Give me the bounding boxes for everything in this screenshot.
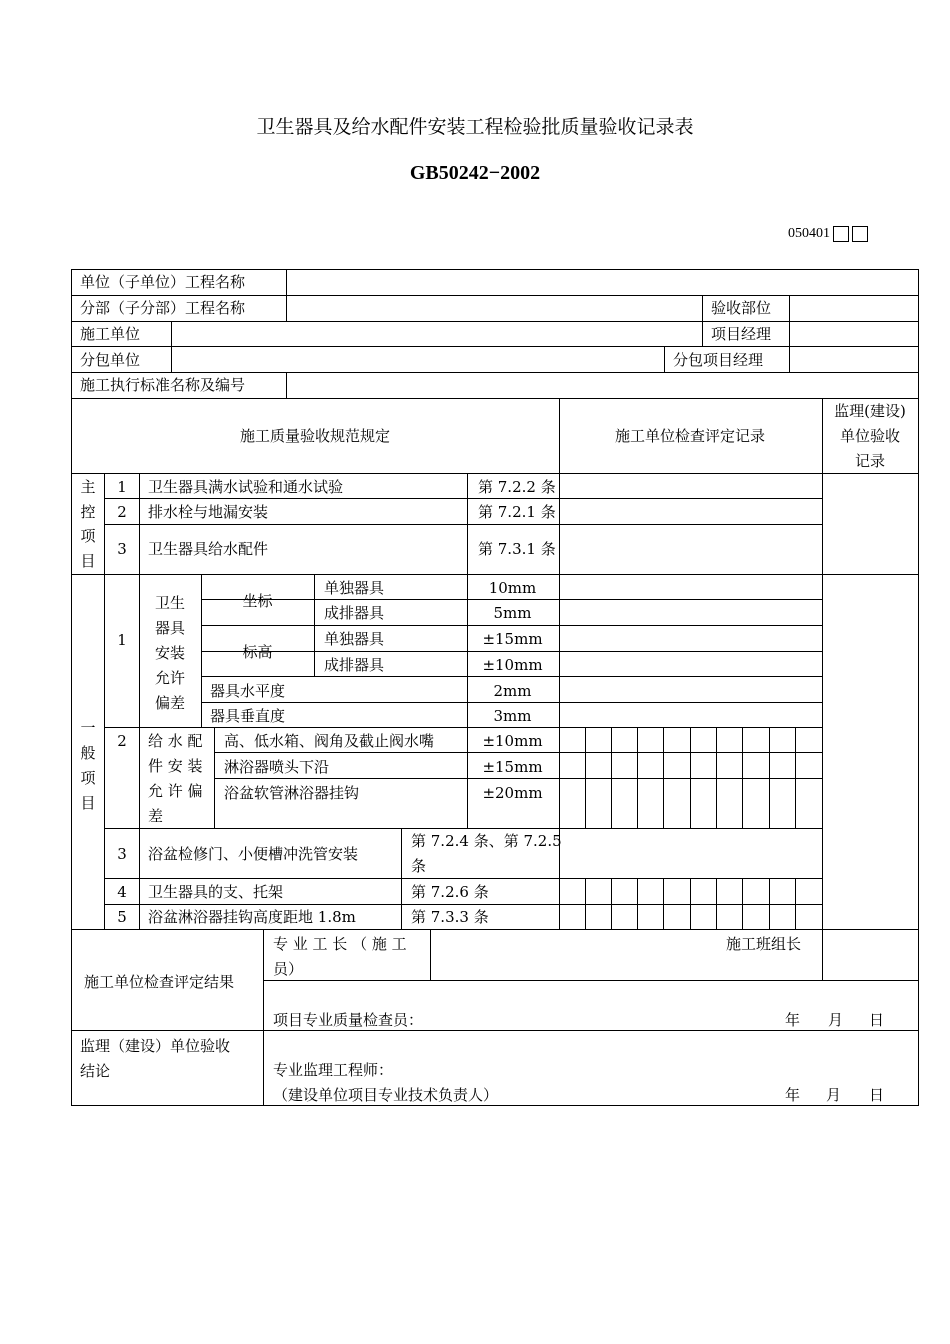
label-standard-name: 施工执行标准名称及编号 bbox=[80, 376, 246, 394]
v-rule bbox=[769, 878, 770, 930]
owner-rep-label: （建设单位项目专业技术负责人） bbox=[273, 1086, 499, 1104]
general-item-name: 浴盆检修门、小便槽冲洗管安装 bbox=[148, 845, 359, 863]
h-rule bbox=[71, 295, 919, 296]
general-group-char: 般 bbox=[80, 744, 96, 762]
deviation-value: 2mm bbox=[493, 682, 532, 700]
label-subcontract-manager: 分包项目经理 bbox=[673, 351, 764, 369]
item1-label-line: 安装 bbox=[154, 644, 185, 662]
v-rule bbox=[467, 473, 468, 575]
h-rule bbox=[71, 346, 919, 347]
h-rule bbox=[71, 398, 919, 399]
v-rule bbox=[742, 878, 743, 930]
h-rule bbox=[104, 498, 823, 499]
v-rule bbox=[795, 727, 796, 829]
label-subcontract-unit: 分包单位 bbox=[80, 351, 141, 369]
deviation-value: 5mm bbox=[493, 604, 532, 622]
form-code: 050401 bbox=[788, 226, 830, 241]
general-item-clause: 第 7.2.4 条、第 7.2.5 bbox=[411, 832, 562, 850]
standard-code: GB50242−2002 bbox=[409, 162, 541, 184]
form-code-box-1[interactable] bbox=[833, 226, 849, 242]
item2-label-line: 给 水 配 bbox=[148, 732, 203, 750]
date-day: 日 bbox=[869, 1086, 885, 1104]
engineer-label: 专业监理工程师： bbox=[273, 1061, 394, 1079]
h-rule bbox=[201, 676, 823, 677]
header-supervision-2: 单位验收 bbox=[839, 427, 900, 445]
v-rule bbox=[663, 878, 664, 930]
v-rule bbox=[690, 727, 691, 829]
v-rule bbox=[430, 929, 431, 981]
v-rule bbox=[690, 878, 691, 930]
item2-label-line: 差 bbox=[148, 807, 164, 825]
header-supervision-1: 监理(建设) bbox=[834, 402, 906, 420]
h-rule bbox=[71, 1030, 919, 1031]
general-group-char: 项 bbox=[80, 769, 96, 787]
v-rule bbox=[611, 727, 612, 829]
v-rule bbox=[585, 878, 586, 930]
v-rule bbox=[822, 929, 823, 981]
general-item-clause: 条 bbox=[411, 857, 427, 875]
h-rule bbox=[263, 980, 919, 981]
deviation-value: ±10mm bbox=[482, 732, 543, 750]
main-item-no: 1 bbox=[117, 478, 127, 496]
deviation-name: 单独器具 bbox=[324, 579, 385, 597]
main-group-char: 主 bbox=[80, 478, 96, 496]
v-rule bbox=[611, 878, 612, 930]
main-item-name: 卫生器具满水试验和通水试验 bbox=[148, 478, 344, 496]
deviation-name: 淋浴器喷头下沿 bbox=[224, 758, 330, 776]
general-item-no: 2 bbox=[117, 732, 127, 750]
supervision-label-1: 监理（建设）单位验收 bbox=[80, 1037, 231, 1055]
deviation-value: ±15mm bbox=[482, 630, 543, 648]
h-rule bbox=[71, 1105, 919, 1106]
v-rule bbox=[637, 727, 638, 829]
deviation-value: ±15mm bbox=[482, 758, 543, 776]
v-rule bbox=[637, 878, 638, 930]
label-project-manager: 项目经理 bbox=[711, 325, 772, 343]
deviation-name: 器具垂直度 bbox=[210, 707, 286, 725]
label-construction-unit: 施工单位 bbox=[80, 325, 141, 343]
v-rule bbox=[742, 727, 743, 829]
coord-label: 坐标 bbox=[242, 592, 273, 610]
item1-label-line: 器具 bbox=[154, 619, 185, 637]
v-rule bbox=[286, 269, 287, 322]
foreman-label-2: 员） bbox=[273, 960, 304, 978]
form-title: 卫生器具及给水配件安装工程检验批质量验收记录表 bbox=[256, 116, 694, 138]
item2-label-line: 件 安 装 bbox=[148, 757, 203, 775]
v-rule bbox=[716, 727, 717, 829]
result-label: 施工单位检查评定结果 bbox=[84, 973, 235, 991]
v-rule bbox=[716, 878, 717, 930]
h-rule bbox=[71, 321, 919, 322]
general-item-no: 5 bbox=[117, 908, 127, 926]
h-rule bbox=[71, 372, 919, 373]
item1-label-line: 允许 bbox=[154, 669, 185, 687]
date-year: 年 bbox=[785, 1086, 801, 1104]
main-item-name: 卫生器具给水配件 bbox=[148, 540, 269, 558]
main-item-clause: 第 7.3.1 条 bbox=[478, 540, 556, 558]
main-item-name: 排水栓与地漏安装 bbox=[148, 503, 269, 521]
deviation-value: ±10mm bbox=[482, 656, 543, 674]
v-rule bbox=[795, 878, 796, 930]
h-rule bbox=[214, 778, 823, 779]
h-rule bbox=[214, 752, 823, 753]
v-rule bbox=[71, 269, 72, 1106]
date-month: 月 bbox=[826, 1086, 842, 1104]
supervision-label-2: 结论 bbox=[80, 1062, 111, 1080]
label-sub-project: 分部（子分部）工程名称 bbox=[80, 299, 246, 317]
h-rule bbox=[71, 269, 919, 270]
date-year: 年 bbox=[785, 1011, 801, 1029]
v-rule bbox=[702, 295, 703, 347]
date-month: 月 bbox=[828, 1011, 844, 1029]
v-rule bbox=[467, 574, 468, 728]
label-unit-project: 单位（子单位）工程名称 bbox=[80, 273, 246, 291]
general-item-no: 4 bbox=[117, 883, 127, 901]
deviation-name: 成排器具 bbox=[324, 604, 385, 622]
h-rule bbox=[104, 524, 823, 525]
v-rule bbox=[286, 372, 287, 399]
header-check-record: 施工单位检查评定记录 bbox=[614, 427, 765, 445]
v-rule bbox=[769, 727, 770, 829]
deviation-name: 高、低水箱、阀角及截止阀水嘴 bbox=[224, 732, 435, 750]
v-rule bbox=[585, 727, 586, 829]
general-item-name: 卫生器具的支、托架 bbox=[148, 883, 284, 901]
h-rule bbox=[71, 929, 919, 930]
main-item-clause: 第 7.2.1 条 bbox=[478, 503, 556, 521]
general-group-char: 目 bbox=[80, 794, 96, 812]
v-rule bbox=[789, 295, 790, 373]
general-group-char: 一 bbox=[80, 719, 96, 737]
deviation-name: 器具水平度 bbox=[210, 682, 286, 700]
main-item-no: 3 bbox=[117, 540, 127, 558]
date-day: 日 bbox=[869, 1011, 885, 1029]
header-supervision-3: 记录 bbox=[854, 452, 885, 470]
foreman-label-1: 专 业 工 长 （ 施 工 bbox=[273, 935, 407, 953]
v-rule bbox=[139, 828, 140, 930]
form-code-box-2[interactable] bbox=[852, 226, 868, 242]
v-rule bbox=[559, 398, 560, 930]
v-rule bbox=[664, 346, 665, 373]
label-acceptance-part: 验收部位 bbox=[711, 299, 772, 317]
v-rule bbox=[663, 727, 664, 829]
main-group-char: 目 bbox=[80, 552, 96, 570]
team-leader-label: 施工班组长 bbox=[726, 935, 802, 953]
main-group-char: 项 bbox=[80, 527, 96, 545]
v-rule bbox=[401, 828, 402, 930]
h-rule bbox=[71, 574, 919, 575]
item1-label-line: 卫生 bbox=[154, 594, 185, 612]
deviation-value: 3mm bbox=[493, 707, 532, 725]
v-rule bbox=[171, 321, 172, 373]
v-rule bbox=[139, 727, 140, 829]
form-number bbox=[788, 226, 868, 242]
deviation-name: 浴盆软管淋浴器挂钩 bbox=[224, 784, 360, 802]
main-group-char: 控 bbox=[80, 503, 96, 521]
elev-label: 标高 bbox=[242, 643, 273, 661]
main-item-no: 2 bbox=[117, 503, 127, 521]
h-rule bbox=[71, 473, 919, 474]
general-item-no: 3 bbox=[117, 845, 127, 863]
deviation-name: 成排器具 bbox=[324, 656, 385, 674]
h-rule bbox=[201, 625, 823, 626]
item1-label-line: 偏差 bbox=[154, 694, 185, 712]
h-rule bbox=[201, 702, 823, 703]
header-spec: 施工质量验收规范规定 bbox=[239, 427, 390, 445]
general-item-no: 1 bbox=[117, 631, 127, 649]
general-item-name: 浴盆淋浴器挂钩高度距地 1.8m bbox=[148, 908, 356, 926]
inspector-label: 项目专业质量检查员： bbox=[273, 1011, 424, 1029]
general-item-clause: 第 7.2.6 条 bbox=[411, 883, 489, 901]
deviation-value: 10mm bbox=[488, 579, 537, 597]
main-item-clause: 第 7.2.2 条 bbox=[478, 478, 556, 496]
item2-label-line: 允 许 偏 bbox=[148, 782, 203, 800]
v-rule bbox=[263, 929, 264, 1106]
general-item-clause: 第 7.3.3 条 bbox=[411, 908, 489, 926]
deviation-name: 单独器具 bbox=[324, 630, 385, 648]
v-rule bbox=[314, 574, 315, 677]
deviation-value: ±20mm bbox=[482, 784, 543, 802]
v-rule bbox=[822, 398, 823, 930]
